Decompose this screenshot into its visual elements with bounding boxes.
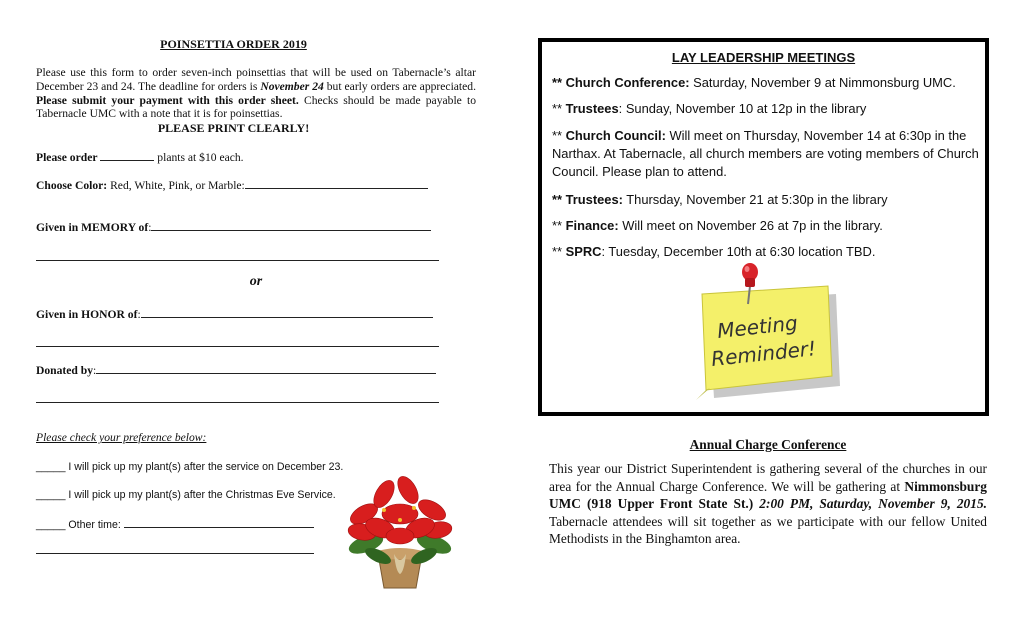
meeting-church-council: ** Church Council: Will meet on Thursday, November 14 at 6:30p in the Narthax. At Tabernacle, all church members are voting members of Church Council. Please plan to attend. xyxy=(552,128,979,179)
note-text-reminder: Reminder! xyxy=(710,336,818,371)
donated-by-input-line2[interactable] xyxy=(36,402,439,403)
preference-option-christmas-eve: _____ I will pick up my plant(s) after the Christmas Eve Service. xyxy=(36,489,336,501)
meeting-reminder-note-image xyxy=(690,260,840,410)
order-deadline: November 24 xyxy=(260,79,324,93)
lay-leadership-title: LAY LEADERSHIP MEETINGS xyxy=(671,50,856,65)
meeting-trustees-nov10: ** Trustees: Sunday, November 10 at 12p in the library xyxy=(552,101,867,116)
check-blank[interactable]: _____ xyxy=(36,489,66,501)
other-time-input-line2[interactable] xyxy=(36,553,314,554)
honor-input-line2[interactable] xyxy=(36,346,439,347)
meeting-trustees-nov21: ** Trustees: Thursday, November 21 at 5:30p in the library xyxy=(552,192,888,207)
order-intro-paragraph: Please use this form to order seven-inch poinsettias that will be used on Tabernacle’s altar December 23 and 24. The deadline for orders is November 24 but early orders are appreciated. Please submit your payment with this order sheet. Checks should be made payable to Tabernacle UMC with a note that it is for poinsettias. xyxy=(36,66,477,121)
check-blank[interactable]: _____ xyxy=(36,519,66,531)
conference-location: Nimmonsburg UMC (918 Upper Front State St.) xyxy=(549,478,987,512)
choose-color-field: Choose Color: Red, White, Pink, or Marble: xyxy=(36,178,428,192)
donated-by-field: Donated by: xyxy=(36,363,436,377)
please-order-field: Please order plants at $10 each. xyxy=(36,151,244,164)
note-text-meeting: Meeting xyxy=(716,310,799,343)
annual-conference-title: Annual Charge Conference xyxy=(689,437,847,452)
preference-option-other: _____ Other time: xyxy=(36,517,314,531)
donated-by-input[interactable] xyxy=(96,363,436,374)
meeting-church-conference: ** Church Conference: Saturday, November 9 at Nimmonsburg UMC. xyxy=(552,75,956,90)
check-blank[interactable]: _____ xyxy=(36,461,66,473)
conference-datetime: 2:00 PM, Saturday, November 9, 2015. xyxy=(753,496,987,512)
order-form-title: POINSETTIA ORDER 2019 xyxy=(160,37,307,51)
print-clearly-note: PLEASE PRINT CLEARLY! xyxy=(157,121,310,135)
memory-input[interactable] xyxy=(151,220,431,231)
preference-option-dec23: _____ I will pick up my plant(s) after the service on December 23. xyxy=(36,461,344,473)
color-input[interactable] xyxy=(245,178,428,189)
memory-field: Given in MEMORY of: xyxy=(36,220,431,234)
memory-input-line2[interactable] xyxy=(36,260,439,261)
or-separator: or xyxy=(249,274,263,289)
meeting-sprc: ** SPRC: Tuesday, December 10th at 6:30 location TBD. xyxy=(552,244,876,259)
preference-heading: Please check your preference below: xyxy=(36,431,207,444)
poinsettia-plant-image xyxy=(344,474,456,592)
meeting-finance: ** Finance: Will meet on November 26 at 7p in the library. xyxy=(552,218,883,233)
honor-input[interactable] xyxy=(141,307,433,318)
honor-field: Given in HONOR of: xyxy=(36,307,433,321)
plant-quantity-input[interactable] xyxy=(100,150,154,161)
other-time-input[interactable] xyxy=(124,517,314,528)
payment-note: Please submit your payment with this order sheet. xyxy=(36,93,299,107)
lay-leadership-box xyxy=(538,38,989,416)
annual-conference-body: This year our District Superintendent is gathering several of the churches in our area for the Annual Charge Conference. We will be gathering at Nimmonsburg UMC (918 Upper Front State St.) 2:00 PM, Saturday, November 9, 2015. Tabernacle attendees will sit together as we participate with our fellow United Methodists in the Binghamton area. xyxy=(549,461,987,547)
